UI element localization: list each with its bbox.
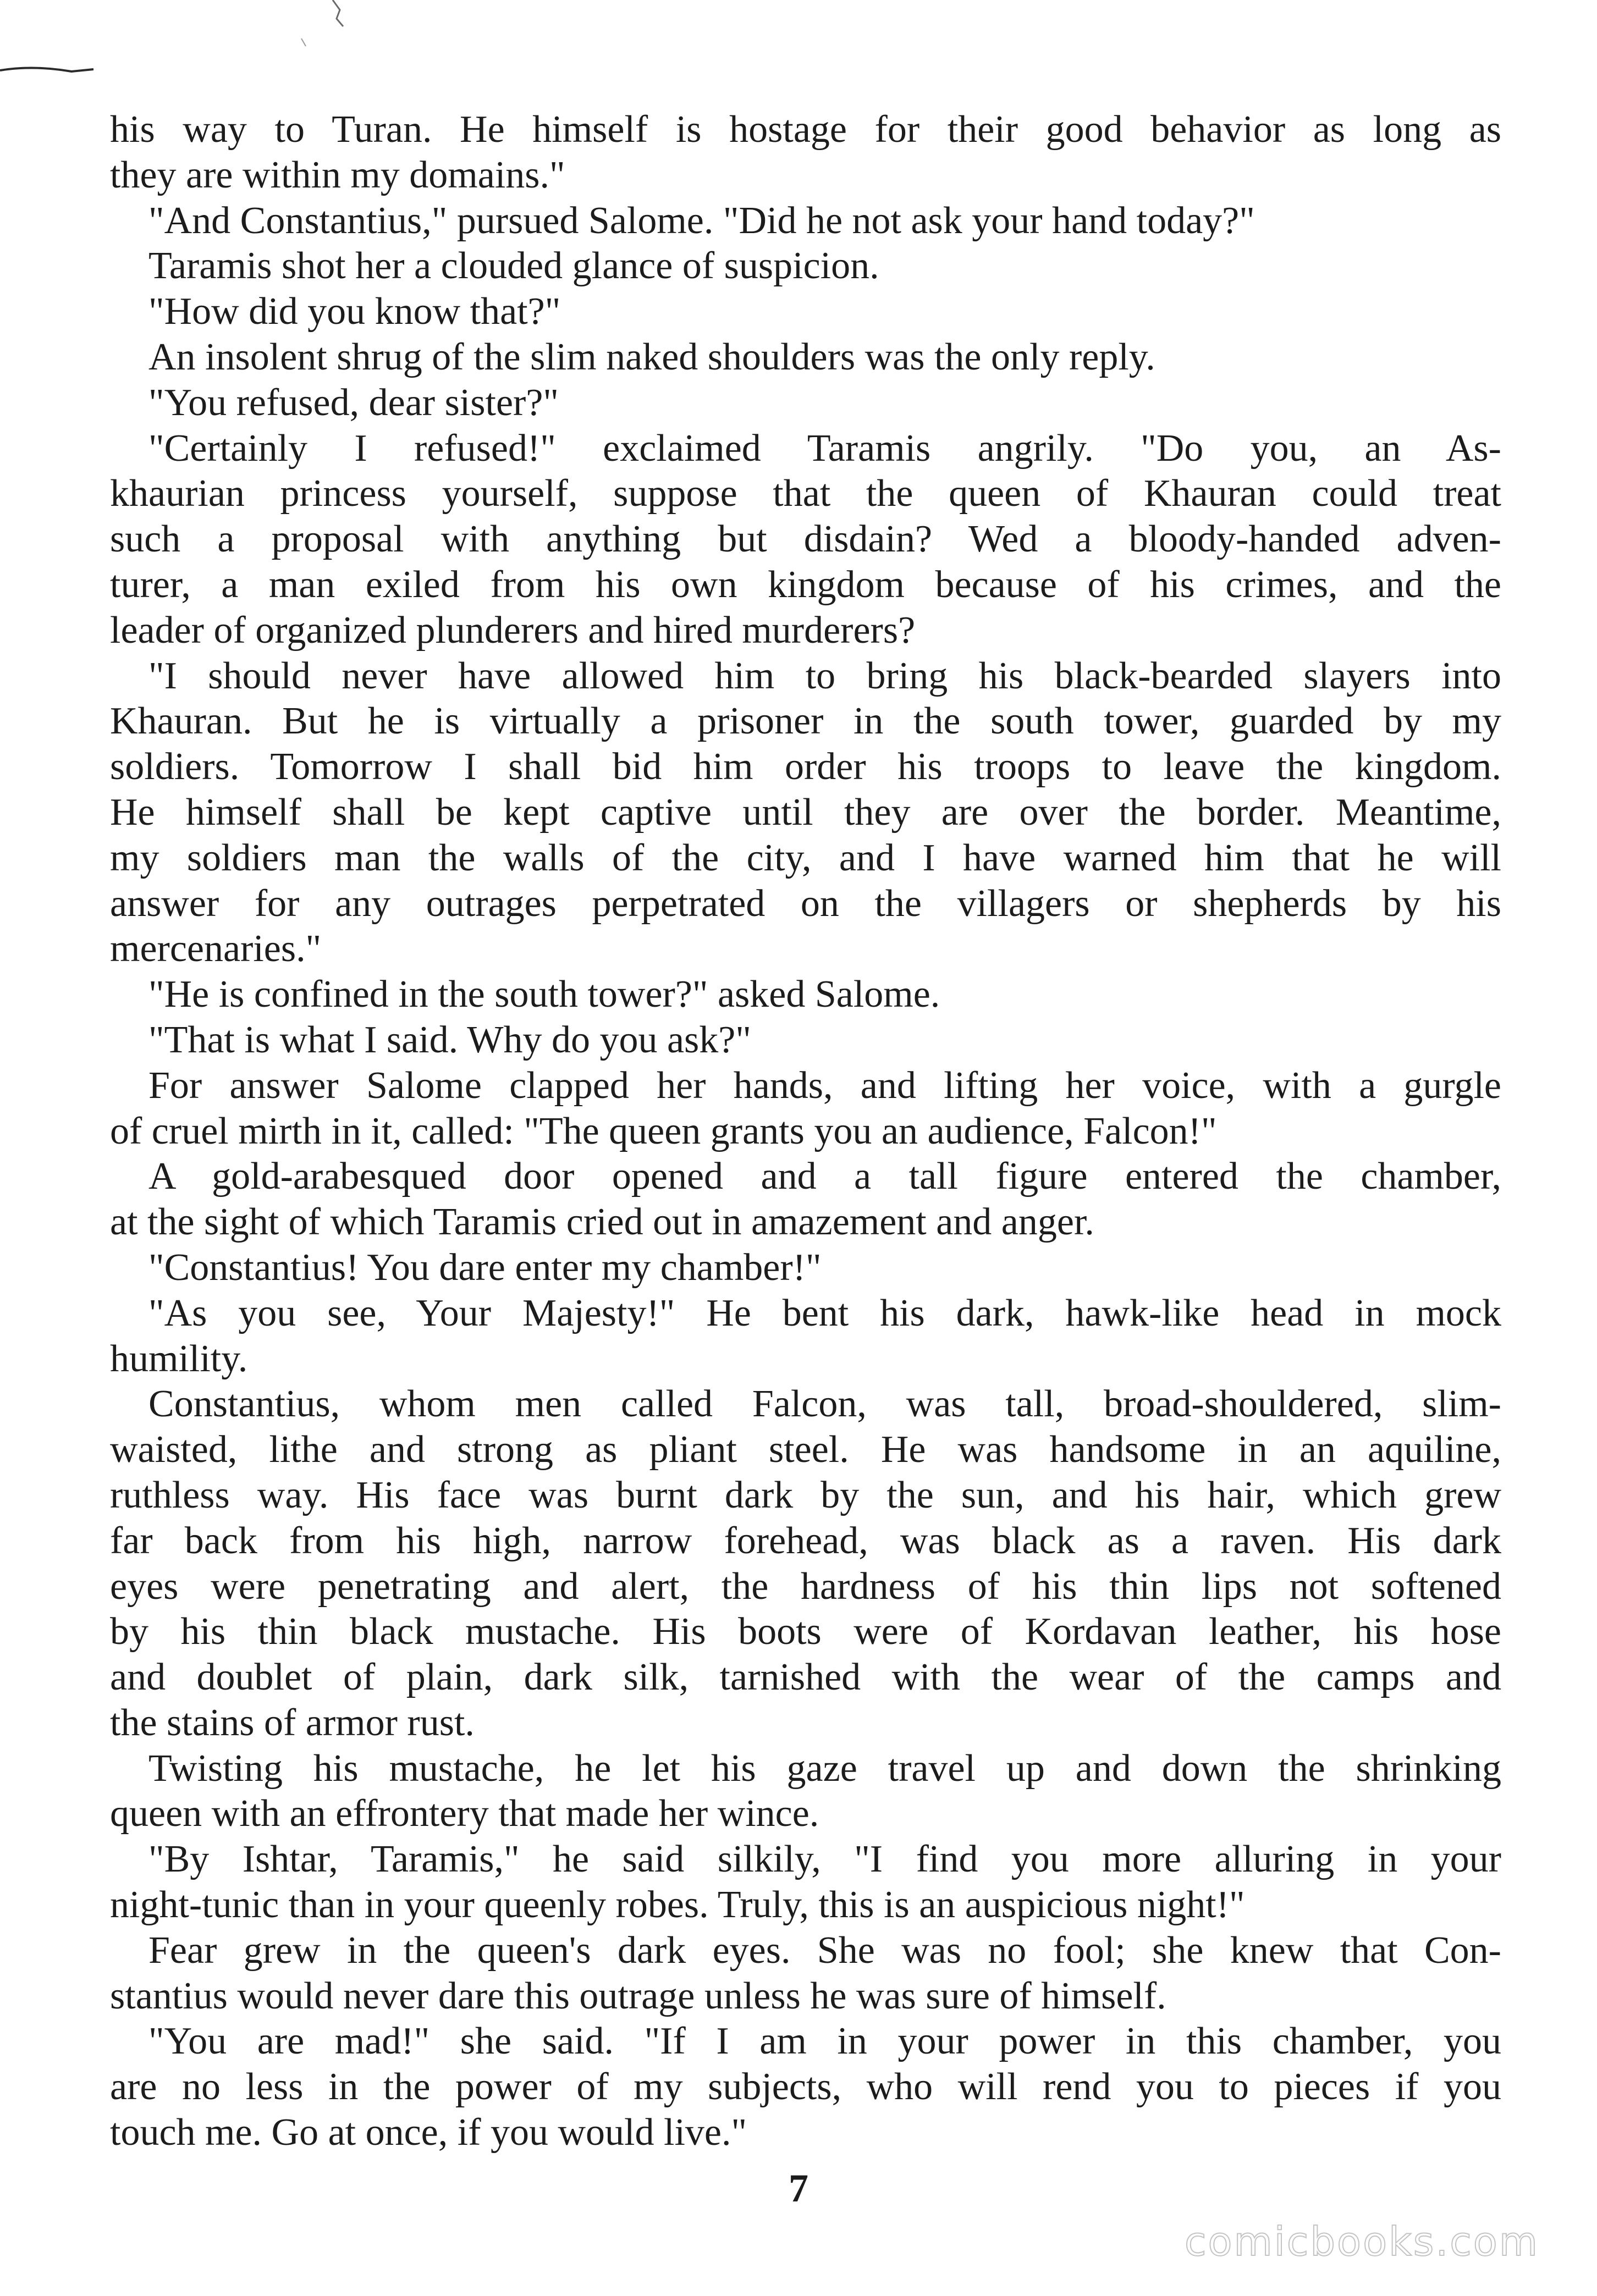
text-line: ruthless way. His face was burnt dark by the sun, and his hair, which grew [110,1473,1501,1516]
text-line: He himself shall be kept captive until they are over the border. Meantime, [110,791,1501,834]
text-line: night-tunic than in your queenly robes. Truly, this is an auspicious night!" [110,1884,1245,1927]
text-line: humility. [110,1337,248,1380]
text-line: eyes were penetrating and alert, the hardness of his thin lips not softened [110,1565,1501,1608]
text-line: "Constantius! You dare enter my chamber!" [148,1246,822,1289]
text-line: of cruel mirth in it, called: "The queen grants you an audience, Falcon!" [110,1110,1217,1152]
text-line: mercenaries." [110,928,322,970]
text-line: by his thin black mustache. His boots were of Kordavan leather, his hose [110,1610,1501,1653]
text-line: "And Constantius," pursued Salome. "Did he not ask your hand today?" [148,199,1255,242]
text-line: soldiers. Tomorrow I shall bid him order his troops to leave the kingdom. [110,746,1501,788]
text-line: "Certainly I refused!" exclaimed Taramis angrily. "Do you, an As- [148,427,1501,470]
text-line: Constantius, whom men called Falcon, was tall, broad-shouldered, slim- [148,1383,1501,1426]
text-line: my soldiers man the walls of the city, and I have warned him that he will [110,836,1501,879]
watermark: comicbooks.com [1184,2218,1539,2265]
text-line: "You refused, dear sister?" [148,381,559,424]
text-line: are no less in the power of my subjects, who will rend you to pieces if you [110,2066,1501,2109]
text-line: An insolent shrug of the slim naked shoulders was the only reply. [148,335,1155,378]
text-line: his way to Turan. He himself is hostage for their good behavior as long as [110,108,1501,151]
text-line: waisted, lithe and strong as pliant steel. He was handsome in an aquiline, [110,1428,1501,1471]
text-line: "You are mad!" she said. "If I am in your power in this chamber, you [148,2020,1501,2063]
text-line: turer, a man exiled from his own kingdom because of his crimes, and the [110,563,1501,606]
text-line: "That is what I said. Why do you ask?" [148,1018,751,1061]
text-line: touch me. Go at once, if you would live." [110,2111,747,2154]
text-line: A gold-arabesqued door opened and a tall figure entered the chamber, [148,1155,1501,1198]
text-line: "By Ishtar, Taramis," he said silkily, "I find you more alluring in your [148,1838,1501,1881]
text-line: at the sight of which Taramis cried out in amazement and anger. [110,1201,1094,1244]
text-line: Taramis shot her a clouded glance of suspicion. [148,245,879,288]
text-line: far back from his high, narrow forehead, was black as a raven. His dark [110,1519,1501,1562]
text-line: Fear grew in the queen's dark eyes. She was no fool; she knew that Con- [148,1929,1501,1972]
text-line: "How did you know that?" [148,290,561,333]
page-corner-marks [0,0,385,110]
text-line: and doublet of plain, dark silk, tarnished with the wear of the camps and [110,1656,1501,1699]
text-line: "He is confined in the south tower?" asked Salome. [148,973,940,1016]
text-line: the stains of armor rust. [110,1701,475,1744]
text-line: "I should never have allowed him to bring his black-bearded slayers into [148,654,1501,697]
text-line: Khauran. But he is virtually a prisoner in the south tower, guarded by my [110,700,1501,743]
text-line: leader of organized plunderers and hired murderers? [110,609,916,652]
text-line: stantius would never dare this outrage unless he was sure of himself. [110,1974,1166,2017]
text-line: they are within my domains." [110,153,565,196]
text-line: such a proposal with anything but disdain? Wed a bloody-handed adven- [110,518,1501,561]
text-line: answer for any outrages perpetrated on the villagers or shepherds by his [110,882,1501,925]
text-line: For answer Salome clapped her hands, and lifting her voice, with a gurgle [148,1064,1501,1107]
text-line: khaurian princess yourself, suppose that the queen of Khauran could treat [110,472,1501,515]
text-line: queen with an effrontery that made her wince. [110,1792,819,1835]
text-line: Twisting his mustache, he let his gaze travel up and down the shrinking [148,1747,1501,1790]
body-text [110,107,1501,2156]
text-line: "As you see, Your Majesty!" He bent his dark, hawk-like head in mock [148,1292,1501,1334]
page-number: 7 [789,2166,808,2210]
